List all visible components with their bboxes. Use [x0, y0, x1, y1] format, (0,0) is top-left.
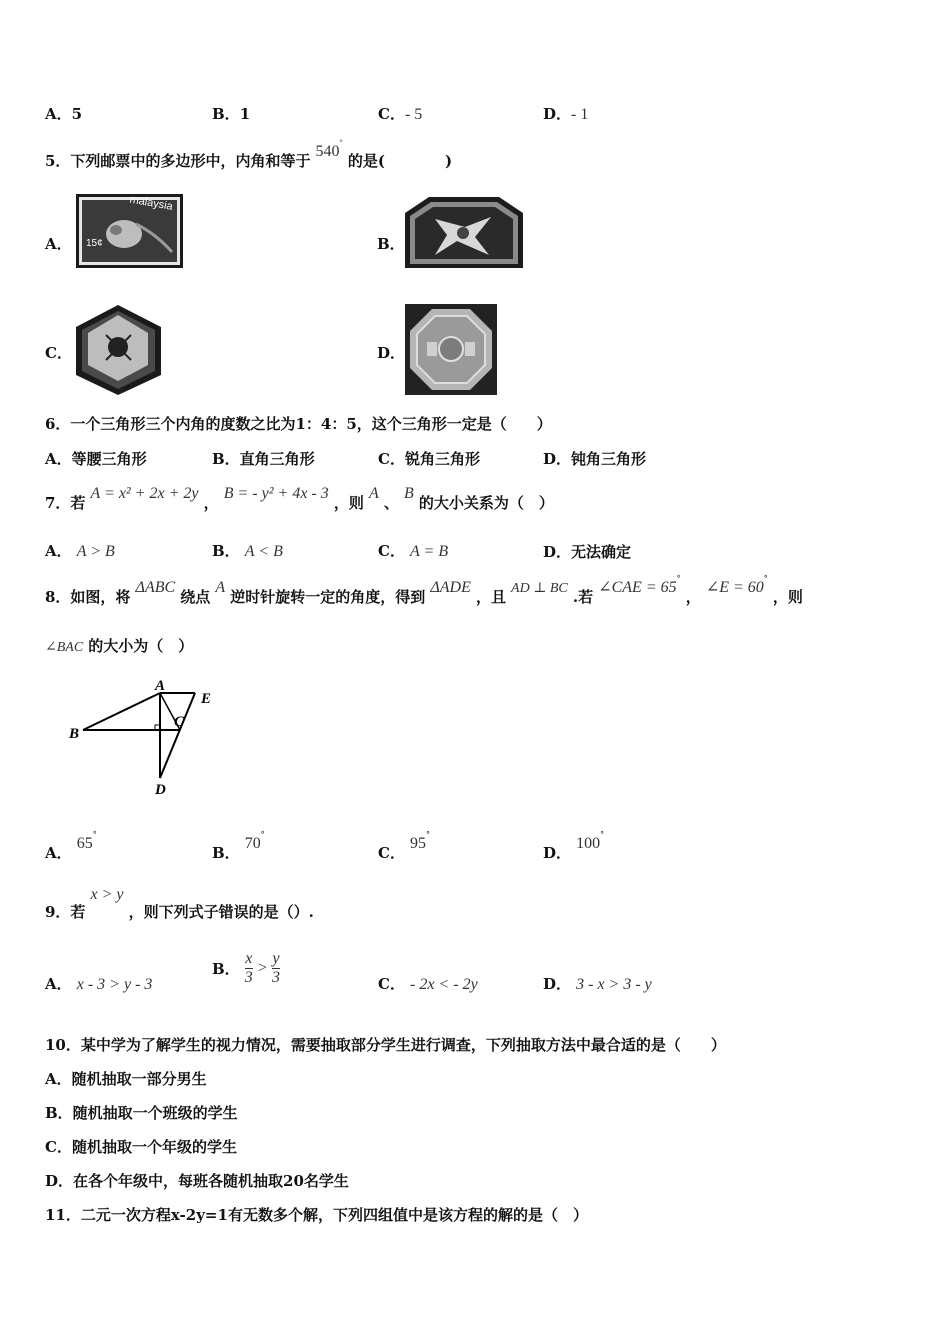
stamp-d-image: [405, 304, 497, 395]
stamp-c-image: [76, 305, 161, 395]
q6-option-d: D．钝角三角形: [543, 450, 647, 468]
q10-option-b: B．随机抽取一个班级的学生: [45, 1104, 238, 1122]
stamp-a-image: [76, 194, 183, 268]
q9-stem: 9．若 x > y ，则下列式子错误的是（）.: [45, 886, 314, 921]
q6-option-c: C．锐角三角形: [378, 450, 480, 468]
stamp-a-text: malaysia: [128, 194, 174, 213]
fig-label-e: E: [201, 691, 212, 707]
q8-option-a: A． 65°: [45, 830, 97, 862]
q7-expr-a: A = x² + 2x + 2y: [90, 485, 199, 502]
fig-label-a: A: [155, 678, 166, 694]
q4-option-a: A．5: [45, 105, 83, 123]
q6-stem: 6．一个三角形三个内角的度数之比为1：4：5，这个三角形一定是（ ）: [45, 415, 552, 433]
q8-option-d: D． 100°: [543, 830, 605, 862]
q6-option-a: A．等腰三角形: [45, 450, 147, 468]
q10-option-c: C．随机抽取一个年级的学生: [45, 1138, 237, 1156]
q5-stem: 5．下列邮票中的多边形中，内角和等于 540° 的是( ): [45, 138, 453, 170]
fig-label-b: B: [69, 726, 80, 742]
q5-label-b: B．: [377, 235, 405, 253]
fig-label-c: C: [174, 714, 185, 730]
q5-degree: 540°: [315, 138, 343, 160]
q7-expr-b: B = - y² + 4x - 3: [223, 485, 329, 502]
q8-figure: [45, 676, 225, 798]
stamp-a-value: 15¢: [86, 238, 103, 249]
q8-option-c: C． 95°: [378, 830, 431, 862]
q9-option-d: D． 3 - x > 3 - y: [543, 975, 652, 993]
q9-option-a: A． x - 3 > y - 3: [45, 975, 153, 993]
q5-label-c: C．: [45, 344, 72, 362]
q6-option-b: B．直角三角形: [212, 450, 315, 468]
q11-stem: 11．二元一次方程x-2y=1有无数多个解，下列四组值中是该方程的解的是（ ）: [45, 1206, 588, 1224]
fig-label-d: D: [155, 782, 166, 798]
q5-label-d: D．: [377, 344, 406, 362]
q8-stem-line2: ∠BAC 的大小为（ ）: [45, 637, 194, 655]
q5-label-a: A．: [45, 235, 72, 253]
q10-option-a: A．随机抽取一部分男生: [45, 1070, 207, 1088]
q4-option-c: C．- 5: [378, 105, 423, 123]
q8-option-b: B． 70°: [212, 830, 265, 862]
q7-option-b: B． A < B: [212, 542, 283, 560]
q4-option-b: B．1: [212, 105, 251, 123]
q7-stem: 7．若 A = x² + 2x + 2y ， B = - y² + 4x - 3 ，则 A 、 B 的大小关系为（ ）: [45, 485, 554, 512]
stamp-b-image: [405, 197, 523, 268]
q9-option-c: C． - 2x < - 2y: [378, 975, 478, 993]
q7-option-a: A． A > B: [45, 542, 115, 560]
q9-option-b: B． $\frac{x}{3}$ > $\frac{y}{3}$: [212, 950, 280, 986]
q7-option-d: D．无法确定: [543, 543, 632, 561]
q8-stem: 8．如图，将 ΔABC 绕点 A 逆时针旋转一定的角度，得到 ΔADE ，且 AD ⊥ BC .若 ∠CAE = 65° ， ∠E = 60° ，则: [45, 574, 803, 606]
q9-condition: x > y: [90, 886, 124, 903]
q10-stem: 10．某中学为了解学生的视力情况，需要抽取部分学生进行调查，下列抽取方法中最合适的是（ ）: [45, 1036, 726, 1054]
q4-option-d: D．- 1: [543, 105, 589, 123]
q10-option-d: D．在各个年级中，每班各随机抽取20名学生: [45, 1172, 349, 1190]
q7-option-c: C． A = B: [378, 542, 449, 560]
